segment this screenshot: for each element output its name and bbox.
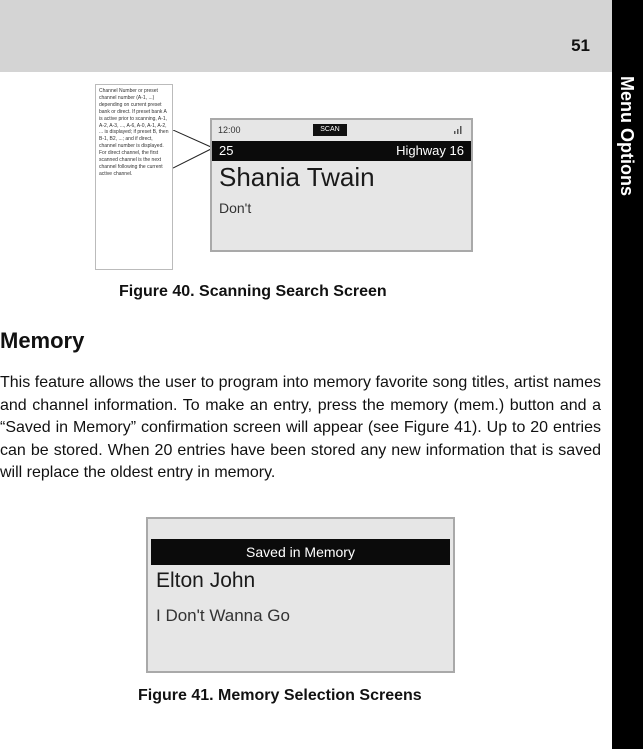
callout-leader-lines (173, 130, 213, 170)
memory-screen (146, 517, 455, 673)
side-tab-label: Menu Options (617, 76, 637, 196)
channel-bar (212, 141, 471, 161)
saved-banner: Saved in Memory (151, 539, 450, 565)
clock-time: 12:00 (218, 125, 241, 135)
artist-name: Shania Twain (219, 162, 375, 192)
artist-name: Elton John (156, 569, 256, 592)
channel-number: 25 (219, 143, 234, 158)
sidebar (612, 0, 643, 749)
song-title: I Don't Wanna Go (156, 606, 290, 625)
scan-badge: SCAN (313, 124, 347, 136)
body-paragraph: This feature allows the user to program into memory favorite song titles, artist names and channel information. To make an entry, press the memory (mem.) button and a “Saved in Memory” confirmation screen will appear (see Figure 41). Up to 20 entries can be stored. When 20 entries have been stored any new information that is saved will replace the oldest entry in memory. (0, 374, 601, 481)
channel-name: Highway 16 (396, 143, 464, 158)
callout-note: Channel Number or preset channel number (A-1, ...) depending on current preset bank or direct. If preset bank A is active prior to scanning, A-1, A-2, A-3, ..., A-6, A-0, A-1, A-2, ... is displayed; if preset B, then B-1, B2, ...; and if direct, channel number is displayed. For direct channel, the first scanned channel is the next channel following the current active channel. (95, 84, 173, 270)
song-title: Don't (219, 200, 252, 216)
header-band (0, 0, 612, 72)
section-heading: Memory (0, 328, 85, 353)
status-row (212, 120, 471, 140)
scanning-screen (210, 118, 473, 252)
figure-41-caption: Figure 41. Memory Selection Screens (138, 687, 422, 704)
figure-40-caption: Figure 40. Scanning Search Screen (119, 283, 387, 300)
side-tab (612, 0, 643, 300)
page-number: 51 (571, 36, 590, 55)
signal-strength-icon (453, 124, 463, 134)
